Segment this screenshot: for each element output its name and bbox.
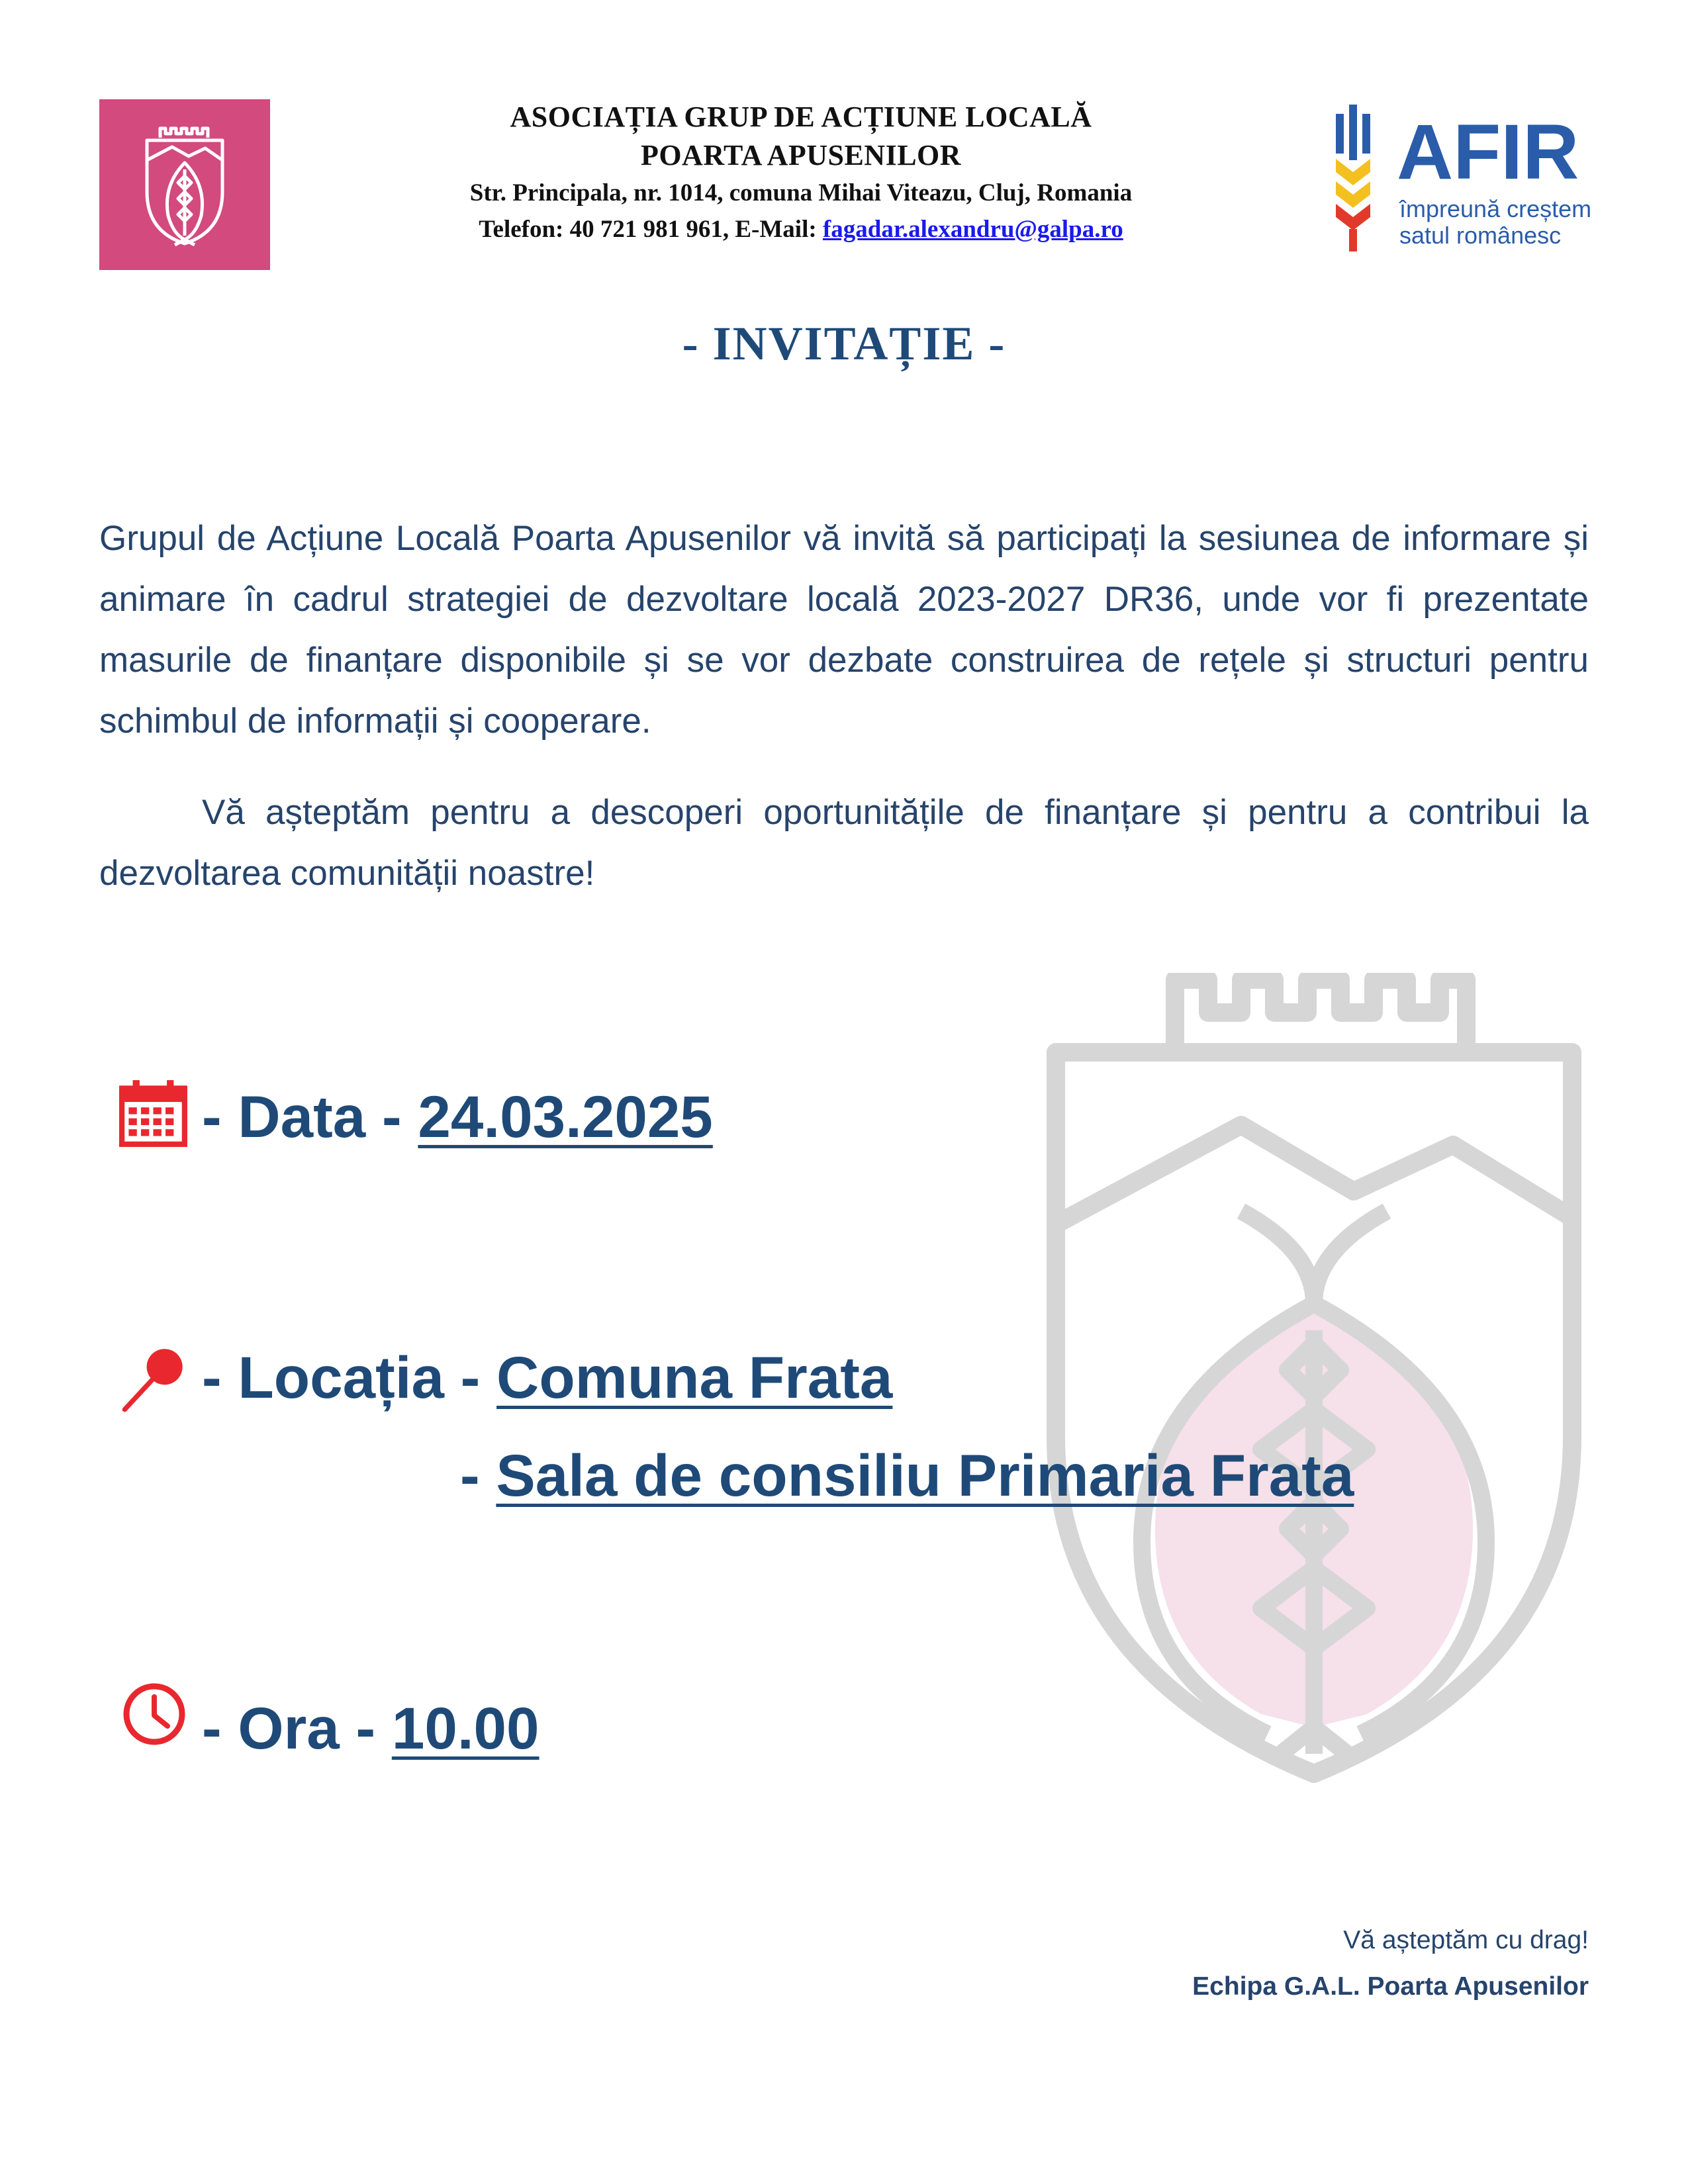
organization-address: Str. Principala, nr. 1014, comuna Mihai Viteazu, Cluj, Romania	[469, 179, 1133, 206]
organization-contact	[344, 211, 1258, 248]
closing-greeting: Vă așteptăm cu drag!	[1343, 1926, 1589, 1954]
time-label: - Ora -	[202, 1695, 392, 1761]
gal-watermark-emblem	[1043, 973, 1585, 1787]
gal-logo	[99, 99, 270, 270]
signature-team: Echipa G.A.L. Poarta Apusenilor	[1192, 1972, 1589, 2001]
organization-header	[344, 98, 1258, 248]
contact-phone: Telefon: 40 721 981 961, E-Mail:	[479, 216, 823, 243]
afir-emblem-icon	[1336, 105, 1370, 251]
afir-tagline-line1: împreună creștem	[1399, 195, 1592, 222]
time-value: 10.00	[391, 1695, 539, 1761]
invitation-title: - INVITAȚIE -	[682, 317, 1006, 370]
location-label: - Locația -	[202, 1344, 497, 1410]
calendar-icon	[119, 1079, 187, 1147]
event-location-room	[460, 1441, 1354, 1510]
location-value-1: Comuna Frata	[496, 1344, 893, 1410]
event-time	[202, 1694, 539, 1762]
invitation-paragraph-2: Vă așteptăm pentru a descoperi oportunitățile de finanțare și pentru a contribui la dezvoltarea comunității noastre!	[99, 793, 1589, 893]
clock-icon	[121, 1681, 187, 1747]
date-value: 24.03.2025	[418, 1083, 713, 1150]
location-dash: -	[460, 1442, 496, 1508]
invitation-paragraph-1: Grupul de Acțiune Locală Poarta Apusenilor vă invită să participați la sesiunea de informare și animare în cadrul strategiei de dezvoltare locală 2023-2027 DR36, unde vor fi prezentate masurile de finanțare disponibile și se vor dezbate construirea de rețele și structuri pentru schimbul de informații și cooperare.	[99, 519, 1589, 741]
event-date	[202, 1083, 713, 1151]
location-value-2: Sala de consiliu Primaria Frata	[496, 1442, 1354, 1508]
map-pin-icon	[119, 1345, 188, 1414]
organization-name-line1: ASOCIAȚIA GRUP DE ACȚIUNE LOCALĂ	[510, 101, 1092, 133]
event-location	[202, 1343, 892, 1412]
date-label: - Data -	[202, 1083, 418, 1150]
email-link[interactable]: fagadar.alexandru@galpa.ro	[822, 216, 1123, 243]
afir-logo-text: AFIR	[1397, 109, 1579, 196]
afir-logo	[1331, 99, 1595, 265]
organization-name-line2: POARTA APUSENILOR	[640, 139, 962, 171]
afir-tagline-line2: satul românesc	[1399, 222, 1562, 249]
